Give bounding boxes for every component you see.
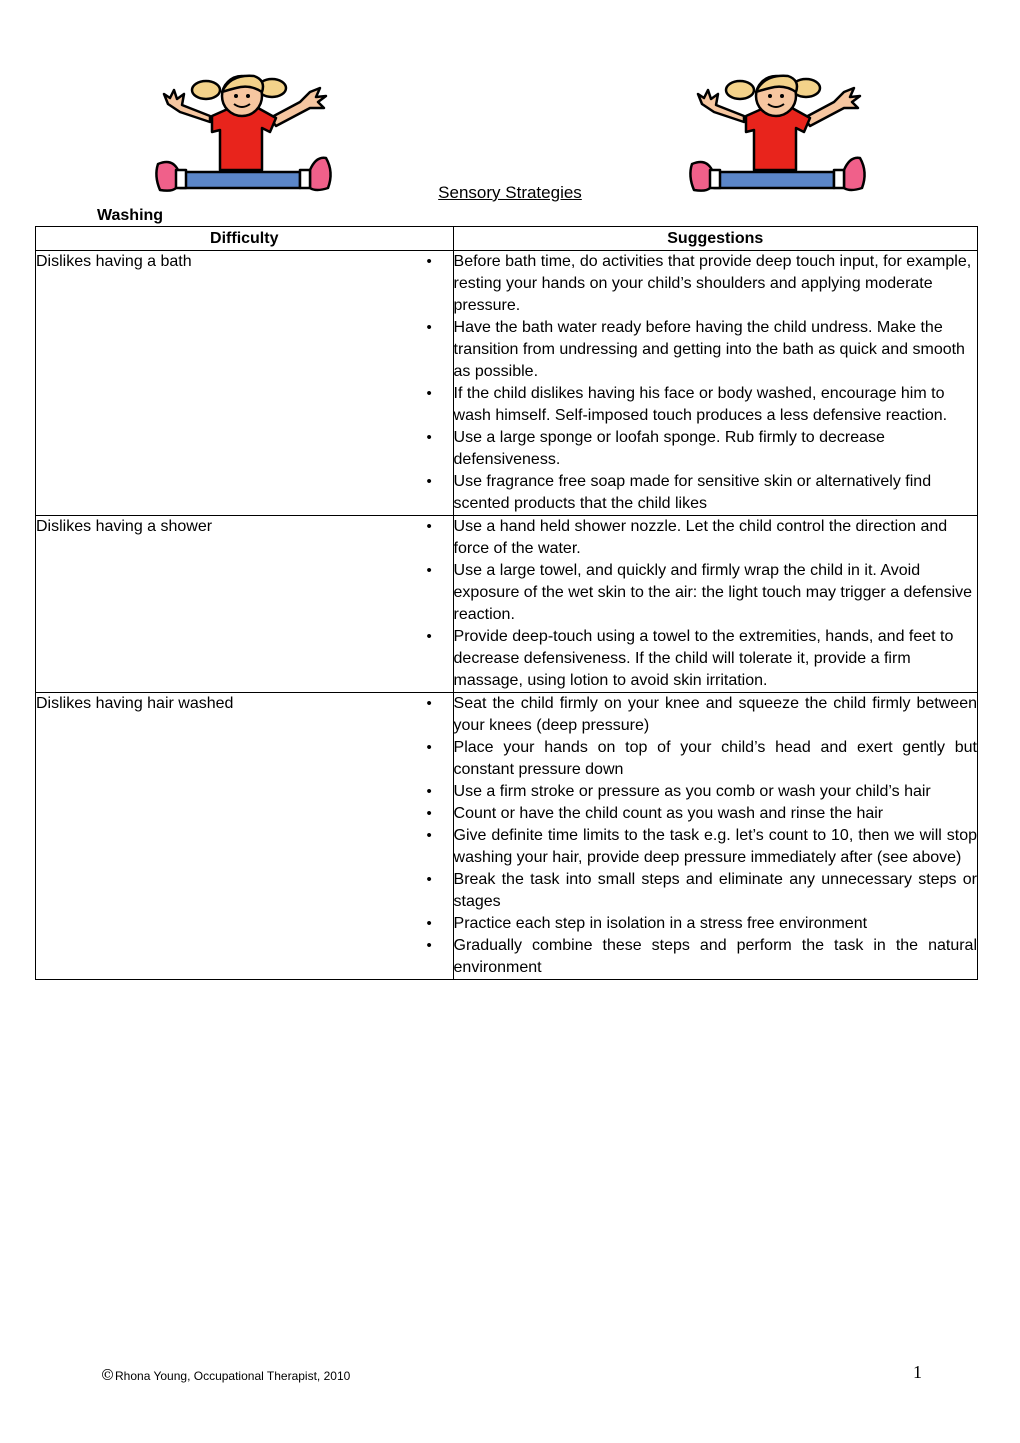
page-number: 1	[913, 1362, 922, 1382]
suggestion-item: • Seat the child firmly on your knee and squeeze the child firmly between your knees (deep pressure)	[454, 693, 977, 737]
suggestion-item: • Use fragrance free soap made for sensitive skin or alternatively find scented products that the child likes	[454, 471, 977, 515]
suggestion-item: • Break the task into small steps and eliminate any unnecessary steps or stages	[454, 869, 977, 913]
suggestion-item: • Use a large towel, and quickly and firmly wrap the child in it. Avoid exposure of the wet skin to the air: the light touch may trigger a defensive reaction.	[454, 560, 977, 626]
suggestions-cell	[453, 251, 977, 516]
suggestion-list	[454, 516, 977, 692]
header-difficulty: Difficulty	[36, 227, 454, 251]
suggestion-item: • Have the bath water ready before having the child undress. Make the transition from undressing and getting into the bath as quick and smooth as possible.	[454, 317, 977, 383]
header-suggestions: Suggestions	[453, 227, 977, 251]
footer-text: Rhona Young, Occupational Therapist, 2010	[115, 1369, 351, 1383]
table-row	[36, 251, 978, 516]
table-row	[36, 516, 978, 693]
footer	[100, 1366, 350, 1384]
suggestion-item: • Count or have the child count as you wash and rinse the hair	[454, 803, 977, 825]
copyright-symbol: ©	[100, 1366, 115, 1384]
page-title: Sensory Strategies	[438, 183, 582, 202]
suggestion-item: • Before bath time, do activities that provide deep touch input, for example, resting your hands on your child’s shoulders and applying moderate pressure.	[454, 251, 977, 317]
difficulty-cell: Dislikes having a bath	[36, 251, 454, 516]
table-row	[36, 693, 978, 980]
suggestion-item: • Place your hands on top of your child’s head and exert gently but constant pressure down	[454, 737, 977, 781]
suggestion-list	[454, 693, 977, 979]
strategies-table	[35, 226, 978, 980]
section-heading: Washing	[97, 207, 164, 224]
suggestion-list	[454, 251, 977, 515]
suggestions-cell	[453, 516, 977, 693]
suggestion-item: • Provide deep-touch using a towel to the extremities, hands, and feet to decrease defensiveness. If the child will tolerate it, provide a firm massage, using lotion to avoid skin irritation.	[454, 626, 977, 692]
difficulty-cell: Dislikes having hair washed	[36, 693, 454, 980]
suggestions-cell	[453, 693, 977, 980]
suggestion-item: • Use a hand held shower nozzle. Let the child control the direction and force of the water.	[454, 516, 977, 560]
jumping-girl-clipart-right	[684, 72, 874, 200]
suggestion-item: • Gradually combine these steps and perform the task in the natural environment	[454, 935, 977, 979]
table-header-row	[36, 227, 978, 251]
suggestion-item: • Use a large sponge or loofah sponge. Rub firmly to decrease defensiveness.	[454, 427, 977, 471]
jumping-girl-clipart-left	[150, 72, 340, 200]
suggestion-item: • Give definite time limits to the task e.g. let’s count to 10, then we will stop washing your hair, provide deep pressure immediately after (see above)	[454, 825, 977, 869]
suggestion-item: • If the child dislikes having his face or body washed, encourage him to wash himself. Self-imposed touch produces a less defensive reaction.	[454, 383, 977, 427]
difficulty-cell: Dislikes having a shower	[36, 516, 454, 693]
suggestion-item: • Use a firm stroke or pressure as you comb or wash your child’s hair	[454, 781, 977, 803]
suggestion-item: • Practice each step in isolation in a stress free environment	[454, 913, 977, 935]
